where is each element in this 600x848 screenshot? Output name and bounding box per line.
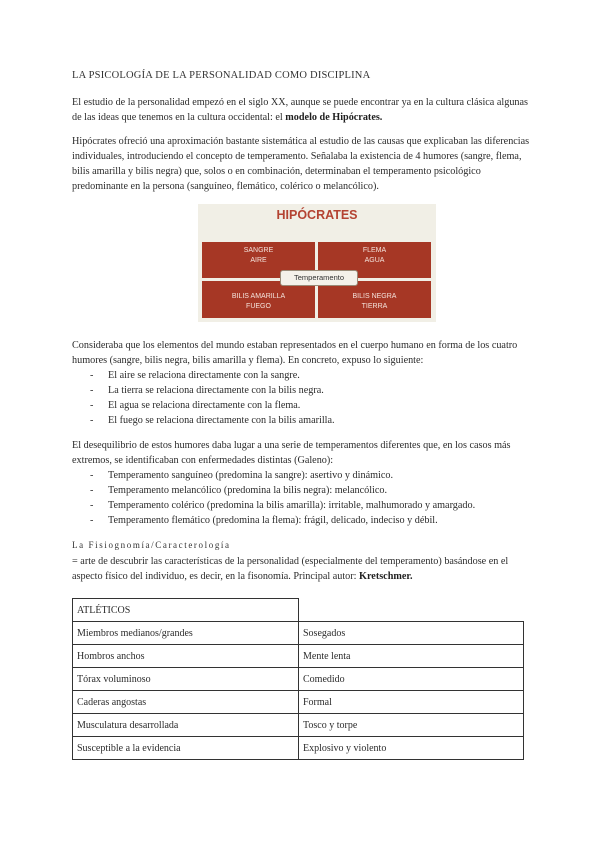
table-row: [73, 737, 524, 760]
table-cell: Formal: [299, 691, 524, 714]
humores-paragraph: Consideraba que los elementos del mundo estaban representados en el cuerpo humano en forma de los cuatro humores (sangre, bilis negra, bilis amarilla y flema). En concreto, expuso lo siguiente:: [72, 340, 518, 366]
temperaments-list: [72, 468, 532, 528]
hipocrates-paragraph: Hipócrates ofreció una aproximación bastante sistemática al estudio de las causas que explicaban las diferencias individuales, introduciendo el concepto de temperamento. Señalaba la existencia de 4 humores (sangre, flema, bilis amarilla y bilis negra) que, solos o en combinación, determinaban el temperamento psicológico predominante en la persona (sanguíneo, flemático, colérico o melancólico).: [72, 136, 530, 192]
quadrant-label: BILIS NEGRA: [352, 293, 397, 300]
document-page: [72, 68, 532, 760]
quadrant-element: AIRE: [250, 257, 267, 264]
quadrant-bilis-negra: [318, 281, 431, 318]
author-bold: Kretschmer.: [359, 571, 413, 582]
table-header-row: [73, 599, 524, 622]
quadrant-label: FLEMA: [362, 247, 387, 254]
table-header-cell: ATLÉTICOS: [73, 599, 299, 622]
table-header-empty: [299, 599, 524, 622]
table-cell: Sosegados: [299, 622, 524, 645]
intro-bold: modelo de Hipócrates.: [285, 112, 383, 123]
quadrant-element: TIERRA: [361, 303, 388, 310]
intro-text: El estudio de la personalidad empezó en el siglo XX, aunque se puede encontrar ya en la cultura clásica algunas de las ideas que tenemos en la cultura occidental: el: [72, 97, 529, 123]
quadrant-label: SANGRE: [243, 247, 274, 254]
temperamento-label: Temperamento: [280, 270, 358, 286]
table-cell: Explosivo y violento: [299, 737, 524, 760]
table-row: [73, 691, 524, 714]
fisiognomia-paragraph: [72, 554, 532, 584]
table-cell: Miembros medianos/grandes: [73, 622, 299, 645]
table-cell: Susceptible a la evidencia: [73, 737, 299, 760]
hipocrates-diagram: [198, 204, 436, 322]
list-item: - Temperamento flemático (predomina la flema): frágil, delicado, indeciso y débil.: [72, 513, 532, 528]
table-row: [73, 645, 524, 668]
table-row: [73, 622, 524, 645]
table-cell: Tórax voluminoso: [73, 668, 299, 691]
list-item: - El agua se relaciona directamente con la flema.: [72, 398, 532, 413]
table-cell: Hombros anchos: [73, 645, 299, 668]
list-item: - El aire se relaciona directamente con la sangre.: [72, 368, 532, 383]
list-item: - Temperamento colérico (predomina la bilis amarilla): irritable, malhumorado y amargado.: [72, 498, 532, 513]
intro-paragraph: [72, 95, 532, 125]
elements-list: [72, 368, 532, 428]
quadrant-element: FUEGO: [246, 303, 271, 310]
list-item: - La tierra se relaciona directamente con la bilis negra.: [72, 383, 532, 398]
quadrant-label: BILIS AMARILLA: [231, 293, 286, 300]
fisiognomia-text: = arte de descubrir las características de la personalidad (especialmente del temperamento) basándose en el aspecto físico del individuo, es decir, en la fisonomía. Principal autor:: [72, 556, 509, 582]
section-heading: LA PSICOLOGÍA DE LA PERSONALIDAD COMO DISCIPLINA: [72, 70, 371, 81]
table-cell: Mente lenta: [299, 645, 524, 668]
table-cell: Tosco y torpe: [299, 714, 524, 737]
list-item: - Temperamento melancólico (predomina la bilis negra): melancólico.: [72, 483, 532, 498]
table-cell: Caderas angostas: [73, 691, 299, 714]
list-item: - El fuego se relaciona directamente con la bilis amarilla.: [72, 413, 532, 428]
atleticos-table: [72, 598, 524, 760]
quadrant-bilis-amarilla: [202, 281, 315, 318]
table-cell: Musculatura desarrollada: [73, 714, 299, 737]
subsection-title: La Fisiognomía/Caracterología: [72, 540, 231, 550]
quadrant-element: AGUA: [364, 257, 385, 264]
list-item: - Temperamento sanguíneo (predomina la sangre): asertivo y dinámico.: [72, 468, 532, 483]
table-row: [73, 668, 524, 691]
diagram-title: HIPÓCRATES: [276, 208, 358, 222]
desequilibrio-paragraph: El desequilibrio de estos humores daba lugar a una serie de temperamentos diferentes que, en los casos más extremos, se identificaban con enfermedades distintas (Galeno):: [72, 440, 511, 466]
table-row: [73, 714, 524, 737]
table-cell: Comedido: [299, 668, 524, 691]
